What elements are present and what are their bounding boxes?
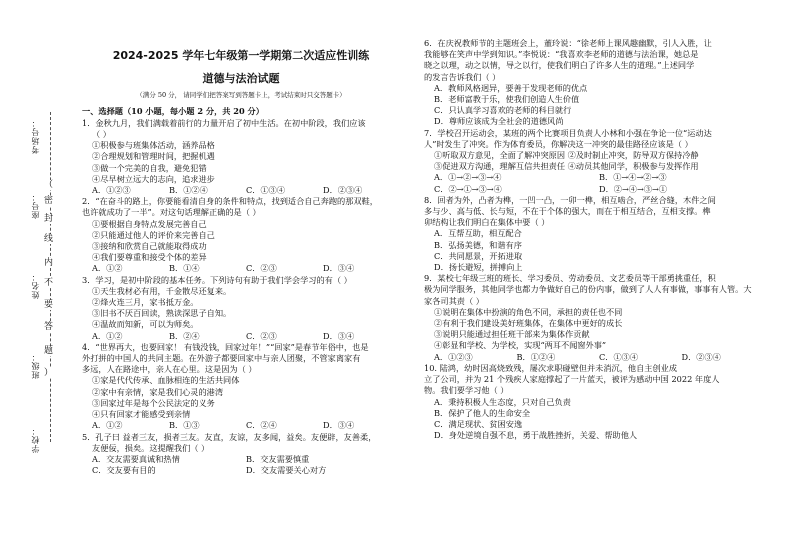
question-line: 的发言告诉我们（ ）: [424, 71, 501, 82]
answer-option: D．②→④→③→①: [599, 183, 668, 194]
question-line: 也许就成功了一半”。对这句话理解正确的是（ ）: [82, 207, 261, 218]
question-4: [82, 342, 400, 432]
question-10: [424, 363, 764, 441]
answer-option: B．①④: [169, 263, 200, 274]
answer-option: C．①③④: [246, 185, 286, 196]
question-line: （ ）: [92, 129, 111, 140]
answer-option: C．共同愿景，开拓进取: [434, 250, 523, 261]
answer-option: A．交友需要真诚和热情: [92, 453, 180, 464]
binding-margin: [0, 0, 62, 560]
answer-option: A．①②③: [92, 185, 131, 196]
answer-option: D．②③④: [323, 185, 363, 196]
answer-option: C．只认真学习喜欢的老师的科目就行: [434, 105, 572, 116]
statement-item: ②烽火连三月，家书抵万金。: [92, 297, 199, 308]
seal-char: 密: [44, 196, 54, 206]
answer-option: A．①②③: [434, 351, 473, 362]
statement-item: ③回家过年是每个公民法定的义务: [92, 397, 215, 408]
answer-option: C．②③: [246, 263, 277, 274]
question-line: 7．学校召开运动会，某班的两个比赛项目负责人小林和小强在争论一位“运动达: [424, 127, 712, 138]
seal-char: 封: [44, 214, 54, 224]
answer-option: A．①→②→③→④: [434, 172, 502, 183]
answer-option: A．互帮互助，相互配合: [434, 228, 522, 239]
answer-option: B．①②④: [516, 351, 556, 362]
answer-option: A．①②: [92, 330, 123, 341]
question-2: [82, 196, 400, 274]
answer-option: B．①②④: [169, 185, 208, 196]
right-column: [424, 38, 764, 441]
seal-char: 题: [44, 346, 54, 356]
answer-option: C．②④: [246, 420, 277, 431]
answer-option: C．交友要有目的: [92, 465, 156, 476]
seal-char: ）: [44, 368, 54, 378]
answer-option: B．弘扬美德，和谐有序: [434, 239, 522, 250]
question-line: 物。我们要学习他（ ）: [424, 385, 509, 396]
statement-item: ④尽早树立远大的志向，追求进步: [92, 173, 215, 184]
answer-option: D．身处逆境自强不息，勇于战胜挫折，关爱、帮助他人: [434, 430, 638, 441]
statement-item: ①要根据自身特点发展完善自己: [92, 218, 207, 229]
question-line: 晓之以理，动之以情，导之以行，使我们明白了许多人生的道理。”上述同学: [424, 60, 695, 71]
question-line: 1．金秋九月，我们满载着前行的力量开启了初中生活。在初中阶段，我们应该: [82, 117, 366, 128]
answer-option: D．③④: [323, 420, 355, 431]
left-column: [82, 38, 400, 476]
answer-option: C．满足现状、贫困安逸: [434, 418, 523, 429]
statement-item: ③旧书不厌百回读，熟读深思子自知。: [92, 308, 232, 319]
seal-line: [50, 112, 51, 442]
statement-item: ④只有回家才能感受到亲情: [92, 409, 191, 420]
answer-option: B．保护了他人的生命安全: [434, 407, 531, 418]
question-5: [82, 432, 400, 477]
seal-char: 要: [44, 300, 54, 310]
answer-option: C．②→①→③→④: [434, 183, 502, 194]
statement-item: ①家是代代传承、血脉相连的生活共同体: [92, 375, 240, 386]
question-line: 2．“在奋斗的路上，你要能看清自身的条件和特点，找到适合自己奔跑的那双鞋，: [82, 196, 378, 207]
question-line: 10. 陆鸿，幼时因高烧致残，屡次求职碰壁但并未消沉，他自主创业成: [424, 362, 678, 373]
answer-option: B．①→④→②→③: [599, 172, 667, 183]
seal-char: 答: [44, 322, 54, 332]
answer-option: B．②④: [169, 330, 200, 341]
statement-item: ④我们要尊重和接受个体的差异: [92, 252, 207, 263]
exam-no-label: 考场号：: [31, 118, 40, 154]
statement-item: ③做一个完美的自我，避免犯错: [92, 162, 207, 173]
statement-item: ①天生我材必有用，千金散尽还复来。: [92, 285, 232, 296]
question-line: 友便佞，损矣。这提醒我们（ ）: [92, 442, 210, 453]
exam-subtitle: 道德与法治试题: [202, 72, 280, 86]
answer-option: D．③④: [323, 330, 355, 341]
name-label: 姓名：: [31, 272, 40, 299]
question-line: 卯结构让我们明白在集体中要（ ）: [424, 217, 550, 228]
seal-char: 内: [44, 258, 54, 268]
question-line: 9．某校七年级三班的班长、学习委员、劳动委员、文艺委员等干部勇挑重任，积: [424, 273, 716, 284]
statement-item: ③说明只能通过担任班干部来为集体作贡献: [434, 329, 590, 340]
exam-note: （满分 50 分， 请同学们把答案写到答题卡上，考试结束时只交答题卡）: [136, 91, 346, 100]
question-line: 家各司其责（ ）: [424, 295, 484, 306]
question-3: [82, 275, 400, 342]
question-line: 立了公司，并为 21 个残疾人家庭撑起了一片蓝天，被评为感动中国 2022 年度人: [424, 374, 720, 385]
question-line: 我能够在笑声中学到知识。”李悦说：“我喜欢李老师的道德与法治课，她总是: [424, 49, 699, 60]
answer-option: D．②③④: [681, 351, 721, 362]
answer-option: D．交友需要关心对方: [246, 465, 327, 476]
answer-option: A．秉持积极人生态度，只对自己负责: [434, 396, 571, 407]
question-9: [424, 273, 764, 363]
question-line: 多远，人在路途中，亲人在心里。这是因为（ ）: [82, 364, 257, 375]
question-line: 外打拼的中国人的共同主题。在外游子都要回家中与亲人团聚，不管家离家有: [82, 353, 361, 364]
seat-no-label: 座号：: [31, 192, 40, 219]
question-line: 极为同学服务，其他同学也都力争做好自己的份内事，做到了人人有事做，事事有人管。大: [424, 284, 752, 295]
statement-item: ④彰显和学校、为学校，实现“两耳不闻窗外事”: [434, 340, 607, 351]
question-line: 5．孔子曰 益者三友，损者三友。友直，友谅，友多闻，益矣。友便辟，友善柔，: [82, 431, 377, 442]
answer-option: C．②③: [246, 330, 277, 341]
statement-item: ②合理规划和管理时间，把握机遇: [92, 151, 215, 162]
question-line: 人”时发生了冲突。作为体育委员，你解决这一冲突的最佳路径应该是（ ）: [424, 138, 693, 149]
statement-item: ①说明在集体中扮演的角色不同，承担的责任也不同: [434, 306, 623, 317]
question-line: 3．学习，是初中阶段的基本任务。下列诗句有助于我们学会学习的有（ ）: [82, 274, 352, 285]
statement-item: ④温故而知新，可以为师矣。: [92, 319, 199, 330]
answer-option: D．扬长避短，拼搏向上: [434, 262, 523, 273]
answer-option: A．①②: [92, 263, 123, 274]
section-heading: 一、选择题（10 小题，每小题 2 分，共 20 分）: [82, 105, 264, 116]
statement-item: ③接纳和欣赏自己就能取得成功: [92, 241, 207, 252]
seal-char: 线: [44, 234, 54, 244]
class-label: 班级：: [31, 352, 40, 379]
question-line: 8．回者为外，凸者为榫，一凹一凸，一卯一榫，相互啮合，严丝合缝，木件之间: [424, 194, 716, 205]
school-label: 学校：: [31, 426, 40, 453]
answer-option: C．①③④: [599, 351, 639, 362]
statement-item: ②只能通过他人的评价来完善自己: [92, 229, 215, 240]
seal-char: 不: [44, 278, 54, 288]
answer-option: A．①②: [92, 420, 123, 431]
statement-item: ①积极参与班集体活动，涵养品格: [92, 140, 215, 151]
question-line: 6．在庆祝教师节的主题班会上，董玲说：“徐老师上课风趣幽默，引人入胜，让: [424, 38, 712, 48]
question-7: [424, 128, 764, 195]
question-line: 4．“世界再大，也要回家！ 有钱没钱，回家过年！”“回家”是春节年俗中，也是: [82, 341, 369, 352]
question-1: [82, 118, 400, 196]
question-8: [424, 195, 764, 273]
answer-option: D．尊师应该成为全社会的道德风尚: [434, 116, 564, 127]
answer-option: B．①③: [169, 420, 200, 431]
statement-item: ③促进双方沟通，理解互信共担责任 ④动员其他同学，积极参与发挥作用: [434, 161, 699, 172]
answer-option: A．教师风格迥异，要善于发现老师的优点: [434, 82, 588, 93]
question-line: 多与少、高与低、长与短，不在于个体的强大，而在于相互结合，互相支撑。榫: [424, 206, 711, 217]
question-6: [424, 38, 764, 128]
seal-char: （: [44, 180, 54, 190]
statement-item: ①听取双方意见，全面了解冲突原因 ②及时制止冲突，防导双方保持冷静: [434, 150, 699, 161]
exam-title: 2024-2025 学年七年级第一学期第二次适应性训练: [112, 49, 370, 62]
answer-option: B．交友需要慎重: [246, 453, 310, 464]
answer-option: D．③④: [323, 263, 355, 274]
statement-item: ②有利于我们建设美好班集体，在集体中更好的成长: [434, 318, 623, 329]
answer-option: B．老师富教于乐，使我们创造人生价值: [434, 94, 580, 105]
statement-item: ②家中有亲情，家是我们心灵的港湾: [92, 386, 224, 397]
